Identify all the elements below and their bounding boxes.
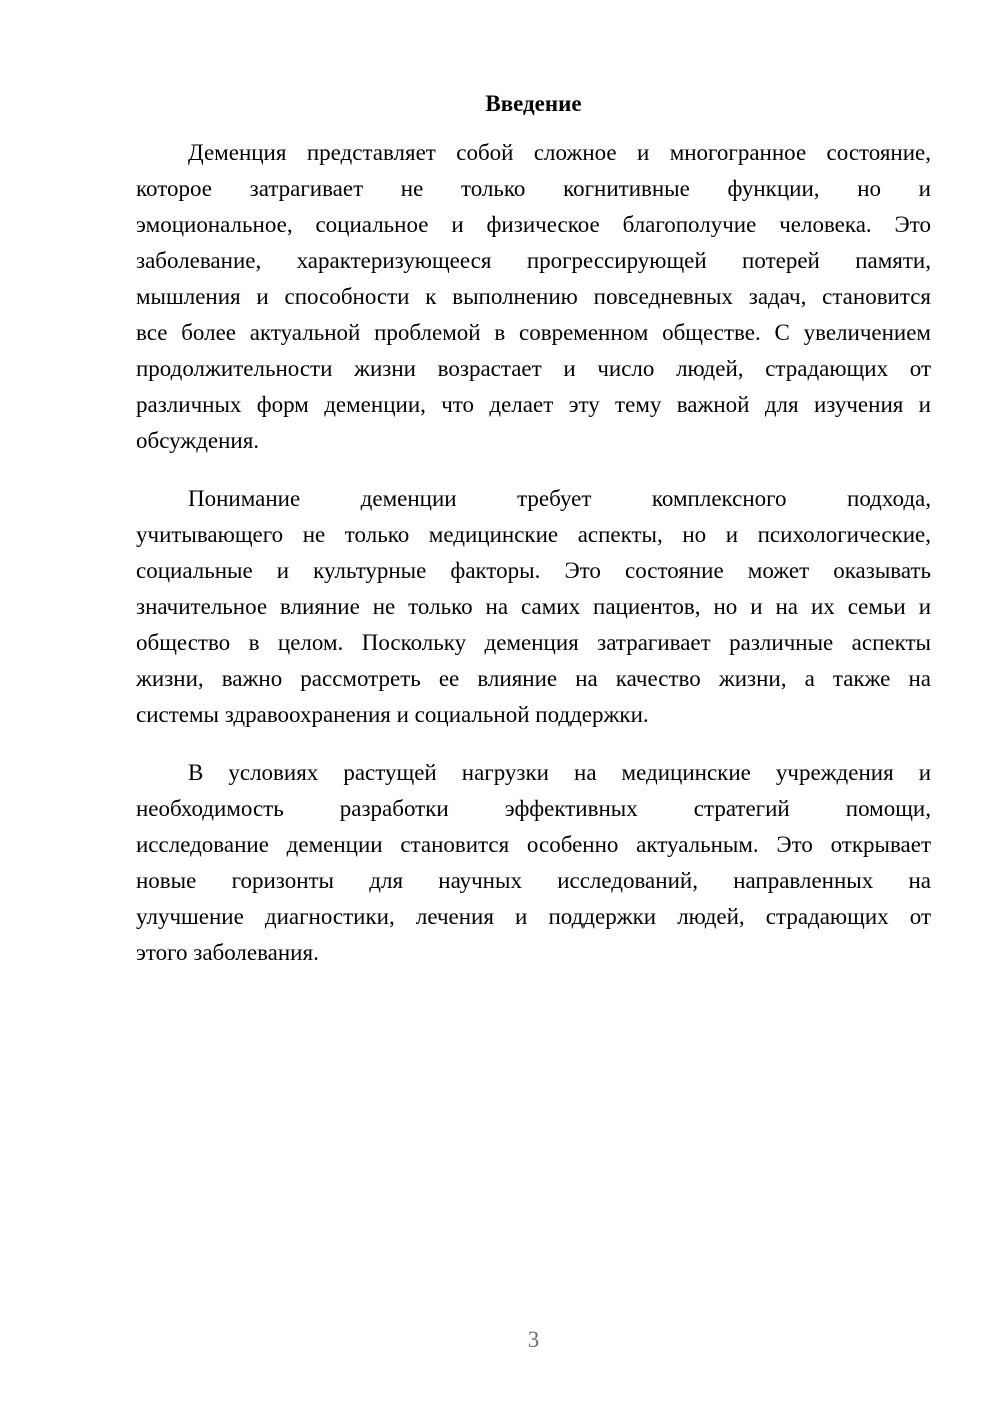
text-line: необходимость разработки эффективных стратегий помощи, [136, 796, 931, 821]
text-line: этого заболевания. [136, 940, 319, 965]
text-line: различных форм деменции, что делает эту тему важной для изучения и [136, 392, 931, 417]
text-line: улучшение диагностики, лечения и поддержки людей, страдающих от [136, 904, 931, 929]
paragraph [136, 135, 931, 459]
text-line: социальные и культурные факторы. Это состояние может оказывать [136, 558, 931, 583]
text-line: продолжительности жизни возрастает и число людей, страдающих от [136, 356, 931, 381]
text-line: учитывающего не только медицинские аспекты, но и психологические, [136, 522, 931, 547]
section-heading: Введение [485, 91, 582, 116]
paragraph [136, 755, 931, 971]
text-line: обсуждения. [136, 428, 260, 453]
text-line: заболевание, характеризующееся прогрессирующей потерей памяти, [136, 248, 931, 273]
text-line: эмоциональное, социальное и физическое благополучие человека. Это [136, 212, 931, 237]
text-line: общество в целом. Поскольку деменция затрагивает различные аспекты [136, 630, 931, 655]
paragraph [136, 481, 931, 733]
text-line: В условиях растущей нагрузки на медицинские учреждения и [188, 760, 931, 785]
text-line: мышления и способности к выполнению повседневных задач, становится [136, 284, 931, 309]
text-line: все более актуальной проблемой в современном обществе. С увеличением [136, 320, 931, 345]
text-line: жизни, важно рассмотреть ее влияние на качество жизни, а также на [136, 666, 931, 691]
page-number: 3 [527, 1327, 540, 1352]
text-line: новые горизонты для научных исследований, направленных на [136, 868, 931, 893]
text-line: Деменция представляет собой сложное и многогранное состояние, [188, 140, 931, 165]
text-line: Понимание деменции требует комплексного подхода, [188, 486, 931, 511]
page-footer [136, 1322, 931, 1358]
text-line: исследование деменции становится особенно актуальным. Это открывает [136, 832, 931, 857]
text-line: значительное влияние не только на самих пациентов, но и на их семьи и [136, 594, 931, 619]
text-line: которое затрагивает не только когнитивные функции, но и [136, 176, 931, 201]
text-line: системы здравоохранения и социальной поддержки. [136, 702, 649, 727]
document-content [136, 86, 931, 971]
document-body [136, 135, 931, 971]
